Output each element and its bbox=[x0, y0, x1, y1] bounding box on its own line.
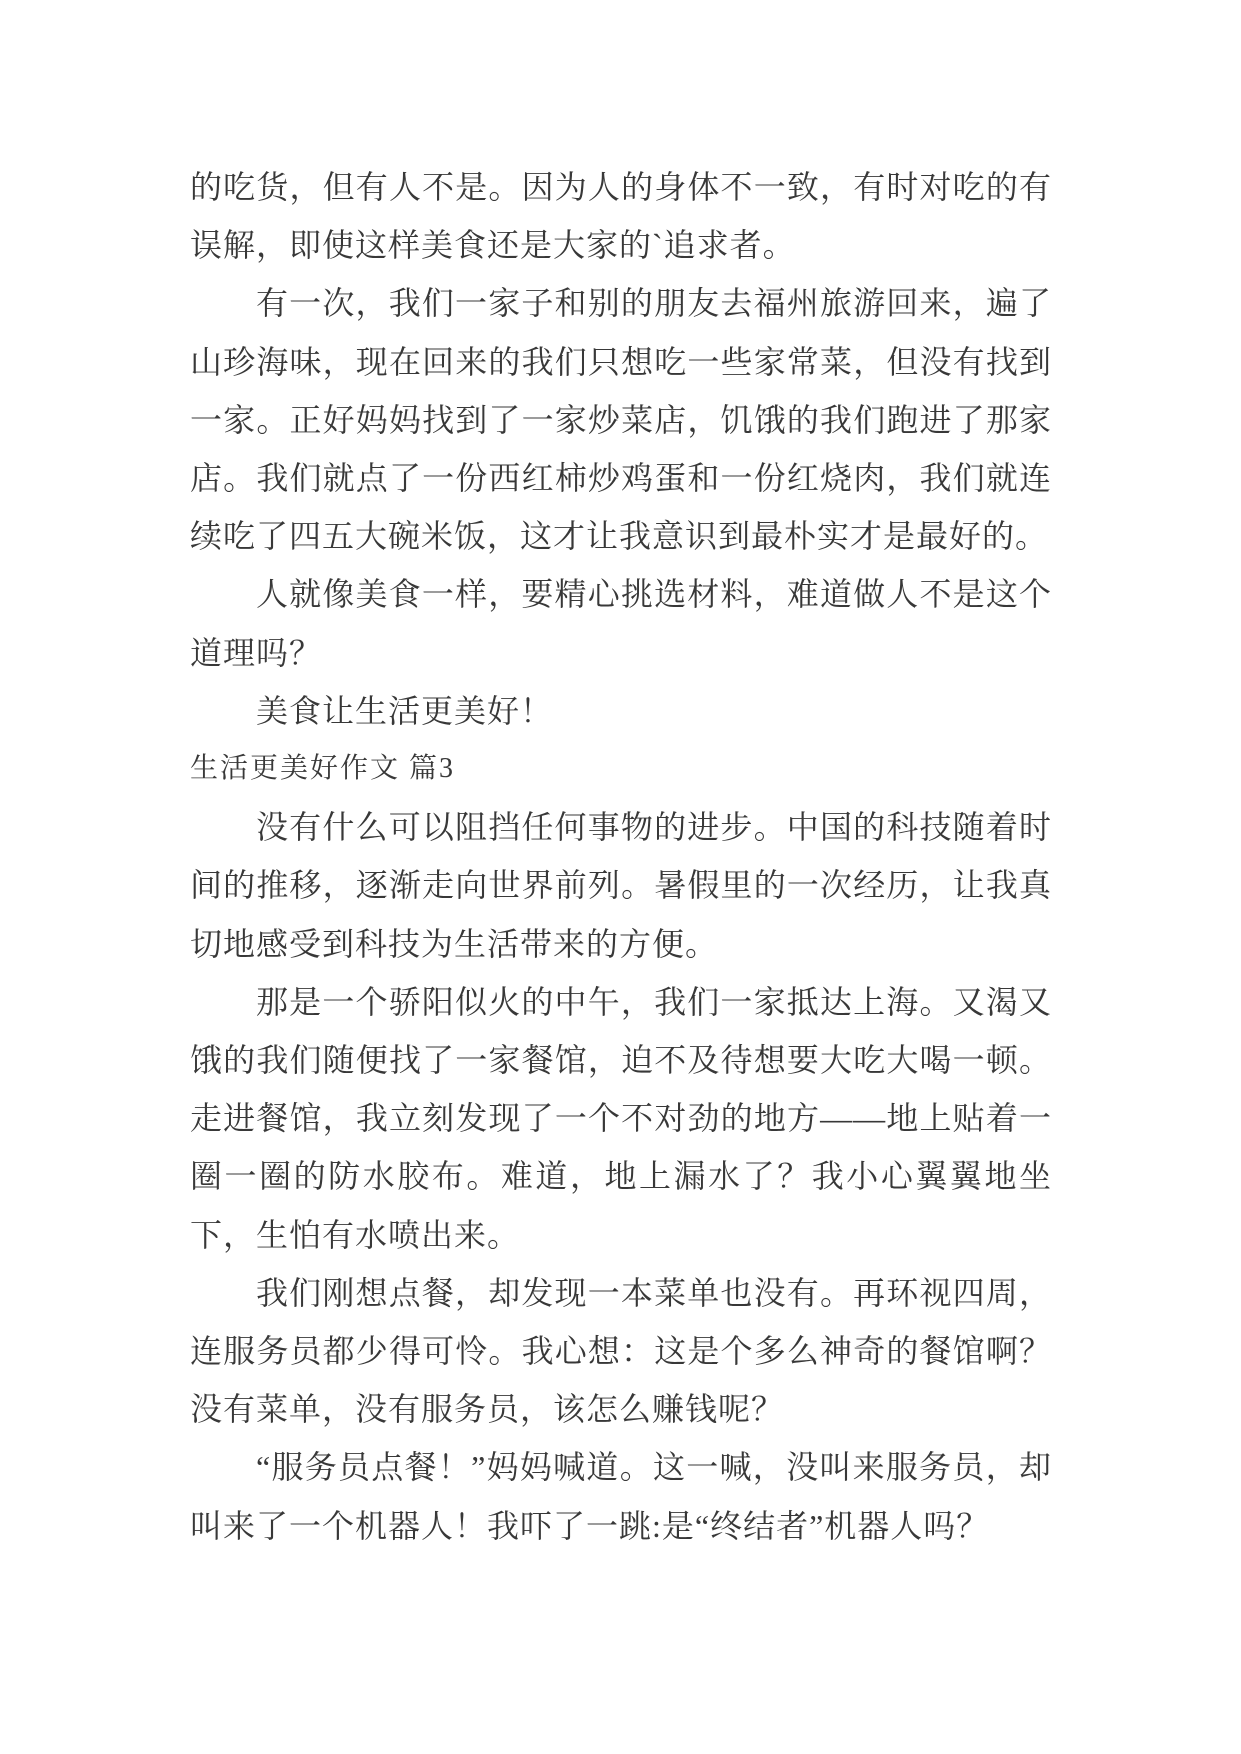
essay-paragraph: 那是一个骄阳似火的中午，我们一家抵达上海。又渴又饿的我们随便找了一家餐馆，迫不及待想要大吃大喝一顿。走进餐馆，我立刻发现了一个不对劲的地方——地上贴着一圈一圈的防水胶布。难道，地上漏水了？我小心翼翼地坐下，生怕有水喷出来。 bbox=[190, 983, 1052, 1253]
essay-paragraph: 的吃货，但有人不是。因为人的身体不一致，有时对吃的有误解，即使这样美食还是大家的`追求者。 bbox=[190, 169, 1052, 264]
essay-paragraph: 没有什么可以阻挡任何事物的进步。中国的科技随着时间的推移，逐渐走向世界前列。暑假里的一次经历，让我真切地感受到科技为生活带来的方便。 bbox=[190, 809, 1052, 962]
essay-paragraph: “服务员点餐！”妈妈喊道。这一喊，没叫来服务员，却叫来了一个机器人！我吓了一跳:是“终结者”机器人吗？ bbox=[190, 1449, 1052, 1544]
essay-paragraph: 美食让生活更美好！ bbox=[256, 692, 554, 729]
essay-content bbox=[190, 158, 1052, 1555]
essay-paragraph: 人就像美食一样，要精心挑选材料，难道做人不是这个道理吗？ bbox=[190, 576, 1052, 671]
essay-paragraph: 我们刚想点餐，却发现一本菜单也没有。再环视四周，连服务员都少得可怜。我心想：这是个多么神奇的餐馆啊？没有菜单，没有服务员，该怎么赚钱呢？ bbox=[190, 1274, 1052, 1428]
essay-paragraph: 有一次，我们一家子和别的朋友去福州旅游回来，遍了山珍海味，现在回来的我们只想吃一些家常菜，但没有找到一家。正好妈妈找到了一家炒菜店，饥饿的我们跑进了那家店。我们就点了一份西红柿炒鸡蛋和一份红烧肉，我们就连续吃了四五大碗米饭，这才让我意识到最朴实才是最好的。 bbox=[190, 285, 1052, 555]
section-heading: 生活更美好作文 篇3 bbox=[190, 753, 456, 785]
